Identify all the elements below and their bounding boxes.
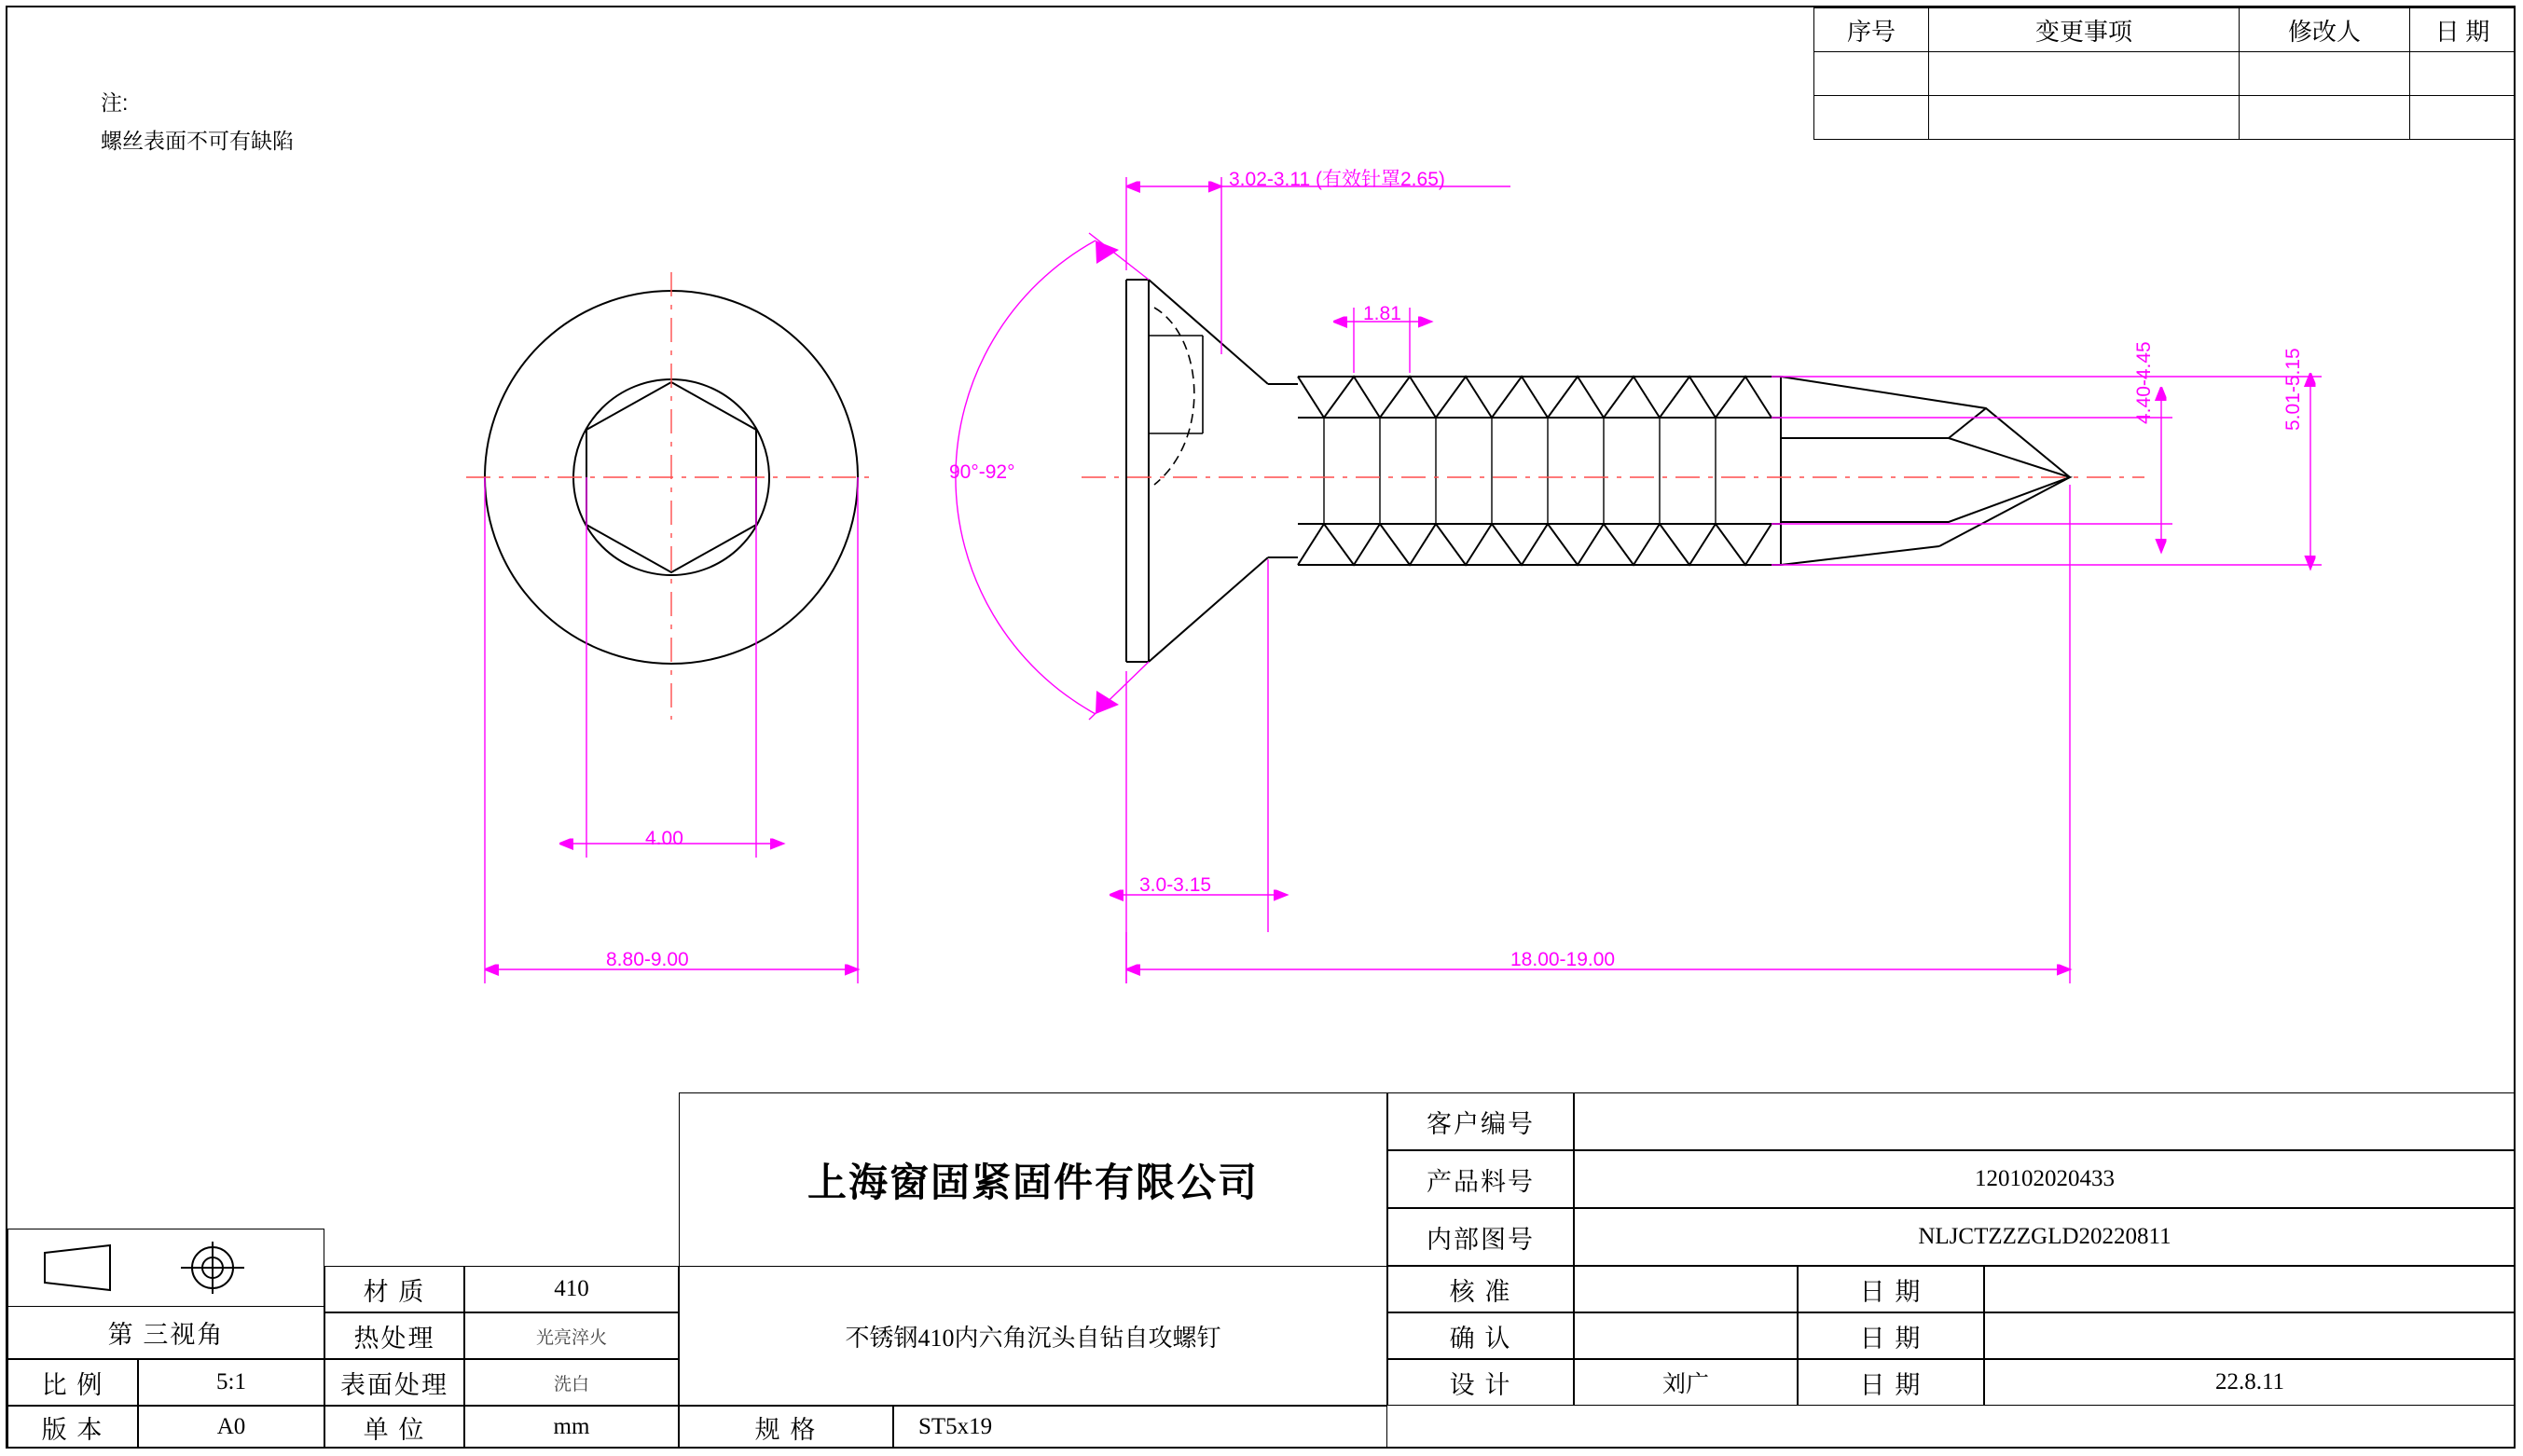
revision-header-change: 变更事项 xyxy=(1929,8,2240,52)
revision-cell xyxy=(1929,52,2240,96)
customer-no-label: 客户编号 xyxy=(1387,1092,1574,1150)
scale-label: 比 例 xyxy=(7,1359,138,1406)
approve-value xyxy=(1574,1266,1798,1312)
internal-no-value: NLJCTZZZGLD20220811 xyxy=(1574,1208,2516,1266)
dim-countersink-angle: 90°-92° xyxy=(949,461,1015,483)
revision-cell xyxy=(2410,96,2516,140)
heat-treatment-value: 光亮淬火 xyxy=(464,1312,679,1359)
surface-label: 表面处理 xyxy=(324,1359,464,1406)
design-value: 刘广 xyxy=(1574,1359,1798,1406)
product-name: 不锈钢410内六角沉头自钻自攻螺钉 xyxy=(679,1266,1387,1406)
revision-header-editor: 修改人 xyxy=(2240,8,2410,52)
product-no-value: 120102020433 xyxy=(1574,1150,2516,1208)
heat-treatment-label: 热处理 xyxy=(324,1312,464,1359)
dim-head-height: 3.0-3.15 xyxy=(1139,874,1212,896)
revision-header-seq: 序号 xyxy=(1814,8,1929,52)
dim-total-length: 18.00-19.00 xyxy=(1510,949,1616,970)
material-label: 材 质 xyxy=(324,1266,464,1312)
revision-row xyxy=(1814,52,2516,96)
date-label-2: 日 期 xyxy=(1798,1312,1984,1359)
dim-head-diameter: 8.80-9.00 xyxy=(606,949,689,970)
revision-cell xyxy=(1814,96,1929,140)
note-line-1: 螺丝表面不可有缺陷 xyxy=(101,129,294,153)
product-no-label: 产品料号 xyxy=(1387,1150,1574,1208)
version-value: A0 xyxy=(138,1406,324,1449)
dim-minor-diameter: 4.40-4.45 xyxy=(2133,341,2155,424)
revision-header-date: 日 期 xyxy=(2410,8,2516,52)
version-label: 版 本 xyxy=(7,1406,138,1449)
date-value-1 xyxy=(1984,1266,2516,1312)
company-name: 上海窗固紧固件有限公司 xyxy=(679,1092,1387,1266)
confirm-value xyxy=(1574,1312,1798,1359)
date-value-2 xyxy=(1984,1312,2516,1359)
date-value-3: 22.8.11 xyxy=(1984,1359,2516,1406)
approve-label: 核 准 xyxy=(1387,1266,1574,1312)
customer-no-value xyxy=(1574,1092,2516,1150)
dim-thread-pitch: 1.81 xyxy=(1363,303,1401,324)
dim-major-diameter: 5.01-5.15 xyxy=(2282,348,2304,431)
projection-label: 第 三视角 xyxy=(7,1307,324,1359)
date-label-1: 日 期 xyxy=(1798,1266,1984,1312)
revision-cell xyxy=(2240,52,2410,96)
spec-label: 规 格 xyxy=(679,1406,893,1449)
date-label-3: 日 期 xyxy=(1798,1359,1984,1406)
note-title: 注: xyxy=(101,90,129,115)
unit-label: 单 位 xyxy=(324,1406,464,1449)
dim-hex-socket: 4.00 xyxy=(645,828,683,849)
material-value: 410 xyxy=(464,1266,679,1312)
revision-cell xyxy=(2410,52,2516,96)
revision-row xyxy=(1814,96,2516,140)
spec-value: ST5x19 xyxy=(893,1406,1387,1449)
unit-value: mm xyxy=(464,1406,679,1449)
revision-table xyxy=(1813,7,2516,140)
scale-value: 5:1 xyxy=(138,1359,324,1406)
internal-no-label: 内部图号 xyxy=(1387,1208,1574,1266)
design-label: 设 计 xyxy=(1387,1359,1574,1406)
projection-symbol-cell xyxy=(7,1229,324,1307)
dim-head-top-ref: 3.02-3.11 (有效针罩2.65) xyxy=(1229,169,1445,190)
revision-cell xyxy=(1814,52,1929,96)
revision-cell xyxy=(1929,96,2240,140)
revision-cell xyxy=(2240,96,2410,140)
surface-value: 洗白 xyxy=(464,1359,679,1406)
confirm-label: 确 认 xyxy=(1387,1312,1574,1359)
revision-header-row xyxy=(1814,8,2516,52)
